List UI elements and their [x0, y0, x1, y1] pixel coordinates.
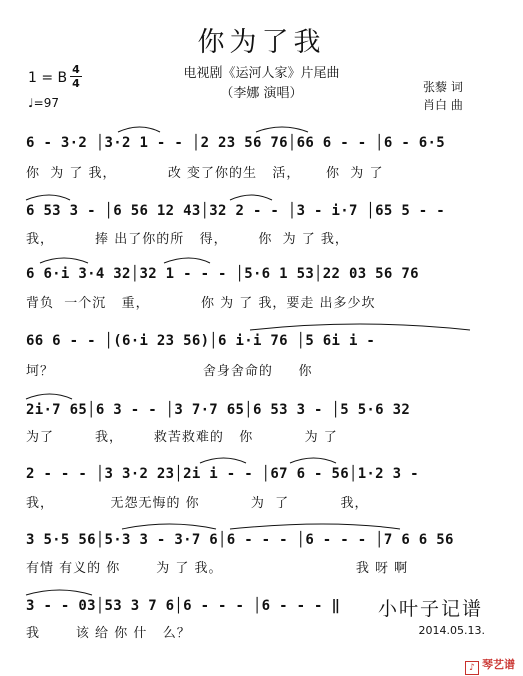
- transcriber-signature: 小叶子记谱: [377, 598, 483, 620]
- piano-icon: ♪: [465, 661, 479, 675]
- lyricist-credit: 张藜 词: [423, 80, 463, 94]
- performer-label: （李娜 演唱）: [220, 86, 303, 101]
- watermark-text: 琴艺谱: [482, 658, 515, 671]
- song-subtitle: 电视剧《运河人家》片尾曲: [183, 66, 340, 81]
- score-line-2-lyrics: 我， 捧 出了你的所 得， 你 为 了 我，: [26, 232, 349, 247]
- score-line-1-lyrics: 你 为 了 我， 改 变了你的生 活， 你 为 了: [26, 166, 384, 181]
- score-line-8-notes: 3 - - 03│53 3 7 6│6 - - - │6 - - - ‖: [26, 598, 341, 614]
- score-line-3-lyrics: 背负 一个沉 重， 你 为 了 我，要走 出多少坎: [26, 296, 376, 311]
- transcription-date: 2014.05.13.: [418, 624, 485, 637]
- score-line-6-notes: 2 - - - │3 3·2 23│2i i - - │67 6 - 56│1·2 3 -: [26, 466, 428, 482]
- score-line-6-lyrics: 我， 无怨无悔的 你 为 了 我，: [26, 496, 369, 511]
- score-line-8-lyrics: 我 该 给 你 什 么？: [26, 626, 191, 641]
- score-line-4-lyrics: 坷？ 舍身舍命的 你: [26, 364, 313, 379]
- time-numerator: 4: [72, 63, 80, 76]
- composer-credit: 肖白 曲: [423, 98, 463, 112]
- score-line-5-notes: 2i·7 65│6 3 - - │3 7·7 65│6 53 3 - │5 5·6 32: [26, 402, 411, 418]
- score-line-5-lyrics: 为了 我， 救苦救难的 你 为 了: [26, 430, 338, 445]
- score-line-3-notes: 6 6·i 3·4 32│32 1 - - - │5·6 1 53│22 03 56 76: [26, 266, 419, 282]
- watermark-logo: [465, 656, 515, 675]
- score-line-1-notes: 6 - 3·2 │3·2 1 - - │2 23 56 76│66 6 - - │6 - 6·5: [26, 135, 445, 151]
- tempo-mark: ♩=97: [28, 96, 59, 110]
- score-line-7-lyrics: 有情 有义的 你 为 了 我。 我 呀 啊: [26, 561, 409, 576]
- score-line-7-notes: 3 5·5 56│5·3 3 - 3·7 6│6 - - - │6 - - - │7 6 6 56: [26, 532, 454, 548]
- song-title: 你为了我: [197, 27, 326, 58]
- time-denominator: 4: [72, 77, 80, 90]
- key-signature: 1 = B: [28, 70, 68, 86]
- score-line-4-notes: 66 6 - - │(6·i 23 56)│6 i·i 76 │5 6i i -: [26, 333, 384, 349]
- score-line-2-notes: 6 53 3 - │6 56 12 43│32 2 - - │3 - i·7 │65 5 - -: [26, 203, 445, 219]
